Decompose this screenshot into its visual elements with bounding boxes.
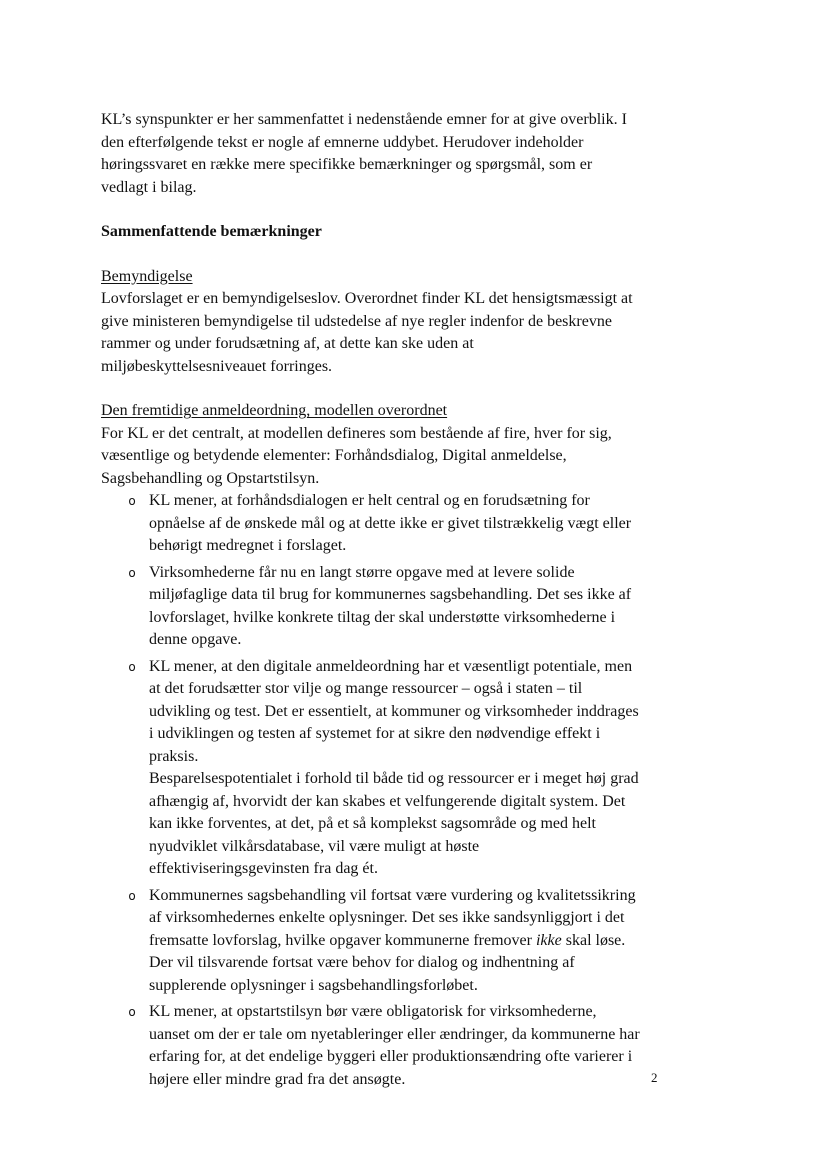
bullet-icon: o — [128, 494, 136, 508]
section-anmeldeordning — [101, 400, 641, 1091]
bullet-text-start: Kommunernes sagsbehandling vil fortsat være vurdering og kvalitetssikring af virksomhedernes enkelte oplysninger. Det ses ikke sandsynliggjort i det fremsatte lovforslag, hvilke opgaver kommunerne fremover — [149, 886, 636, 949]
bullet-continuation: Besparelsespotentialet i forhold til både tid og ressourcer er i meget høj grad afhængig af, hvorvidt der kan skabes et velfungerende digitalt system. Det kan ikke forventes, at det, på et så komplekst sagsområde og med helt nyudviklet vilkårsdatabase, vil være muligt at høste effektiviseringsgevinsten fra dag ét. — [149, 770, 639, 877]
bullet-text: KL mener, at opstartstilsyn bør være obligatorisk for virksomhederne, uanset om der er tale om nyetableringer eller ændringer, da kommunerne har erfaring for, at det endelige byggeri eller produktionsændring ofte varierer i højere eller mindre grad fra det ansøgte. — [149, 1003, 640, 1088]
bullet-list — [101, 490, 641, 1091]
emphasis-text: ikke — [535, 931, 562, 949]
section-body-bemyndigelse: Lovforslaget er en bemyndigelseslov. Overordnet finder KL det hensigtsmæssigt at give ministeren bemyndigelse til udstedelse af nye regler indenfor de beskrevne rammer og under forudsætning af, at dette kan ske uden at miljøbeskyttelsesniveauet forringes. — [101, 290, 633, 375]
bullet-icon: o — [128, 1005, 136, 1019]
page-number: 2 — [651, 1070, 658, 1085]
list-item — [101, 562, 641, 652]
section-bemyndigelse — [101, 266, 641, 379]
list-item — [101, 885, 641, 998]
list-item — [101, 1001, 641, 1091]
list-item — [101, 656, 641, 881]
intro-paragraph: KL’s synspunkter er her sammenfattet i nedenstående emner for at give overblik. I den efterfølgende tekst er nogle af emnerne uddybet. Herudover indeholder høringssvaret en række mere specifikke bemærkninger og spørgsmål, som er vedlagt i bilag. — [101, 111, 627, 196]
section-body-anmeldeordning: For KL er det centralt, at modellen defineres som bestående af fire, hver for sig, væsentlige og betydende elementer: Forhåndsdialog, Digital anmeldelse, Sagsbehandling og Opstartstilsyn. — [101, 424, 612, 487]
bullet-text: Virksomhederne får nu en langt større opgave med at levere solide miljøfaglige data til brug for kommunernes sagsbehandling. Det ses ikke af lovforslaget, hvilke konkrete tiltag der skal understøtte virksomhederne i denne opgave. — [149, 563, 632, 648]
section-title-bemyndigelse: Bemyndigelse — [101, 267, 193, 285]
section-title-anmeldeordning: Den fremtidige anmeldeordning, modellen overordnet — [101, 402, 448, 419]
list-item — [101, 490, 641, 558]
bullet-icon: o — [128, 888, 136, 903]
bullet-text-end: skal løse. Der vil tilsvarende fortsat være behov for dialog og indhentning af supplerende oplysninger i sagsbehandlingsforløbet. — [149, 931, 626, 994]
bullet-icon: o — [128, 659, 136, 674]
section-heading: Sammenfattende bemærkninger — [101, 223, 322, 240]
document-body — [101, 109, 641, 1113]
bullet-text: KL mener, at den digitale anmeldeordning har et væsentligt potentiale, men at det forudsætter stor vilje og mange ressourcer – også i staten – til udvikling og test. Det er essentielt, at kommuner og virksomheder inddrages i udviklingen og testen af systemet for at sikre den nødvendige effekt i praksis. — [149, 657, 639, 765]
bullet-icon: o — [128, 565, 136, 580]
bullet-text: KL mener, at forhåndsdialogen er helt central og en forudsætning for opnåelse af de ønskede mål og at dette ikke er givet tilstrækkelig vægt eller behørigt medregnet i forslaget. — [149, 492, 632, 554]
